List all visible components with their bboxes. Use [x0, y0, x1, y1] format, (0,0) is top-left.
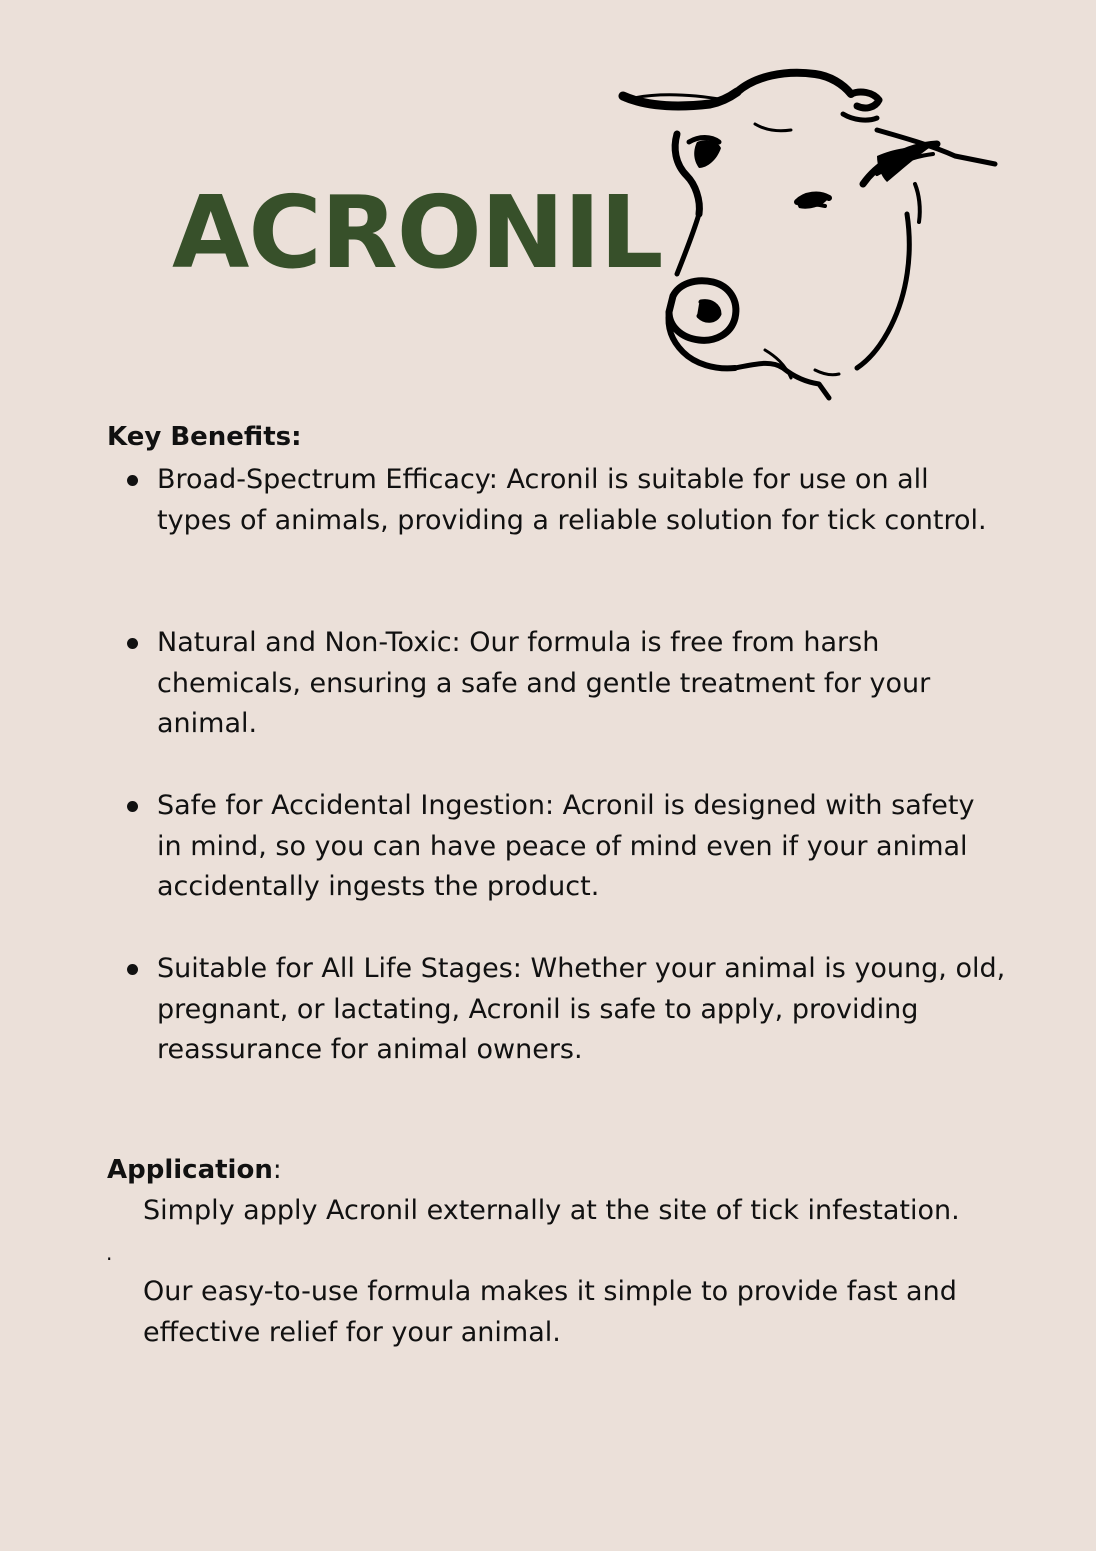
benefit-item [157, 623, 1007, 745]
key-benefits-heading: Key Benefits: [107, 422, 302, 452]
benefit-item [157, 949, 1007, 1071]
separator-dot: . [106, 1241, 113, 1265]
brand-title: ACRONIL [172, 174, 663, 291]
application-heading-label: Application [107, 1155, 273, 1185]
benefit-text: Suitable for All Life Stages: Whether your animal is young, old, pregnant, or lactating, Acronil is safe to apply, providing reassurance for animal owners. [157, 953, 1006, 1066]
bullet-icon [127, 964, 138, 975]
cow-head-line-art-icon [615, 64, 1005, 404]
bullet-icon [127, 638, 138, 649]
bullet-icon [127, 475, 138, 486]
bullet-icon [127, 801, 138, 812]
benefit-item [157, 786, 1007, 908]
application-heading-colon: : [272, 1155, 282, 1185]
application-description: Our easy-to-use formula makes it simple to provide fast and effective relief for your animal. [143, 1276, 957, 1348]
benefit-text: Safe for Accidental Ingestion: Acronil is designed with safety in mind, so you can have peace of mind even if your animal accidentally ingests the product. [157, 790, 975, 903]
benefit-text: Broad-Spectrum Efficacy: Acronil is suitable for use on all types of animals, providing a reliable solution for tick control. [157, 464, 987, 536]
benefit-text: Natural and Non-Toxic: Our formula is free from harsh chemicals, ensuring a safe and gentle treatment for your animal. [157, 627, 931, 740]
application-instruction: Simply apply Acronil externally at the site of tick infestation. [143, 1195, 960, 1226]
application-heading [107, 1153, 282, 1187]
benefit-item [157, 460, 1007, 541]
